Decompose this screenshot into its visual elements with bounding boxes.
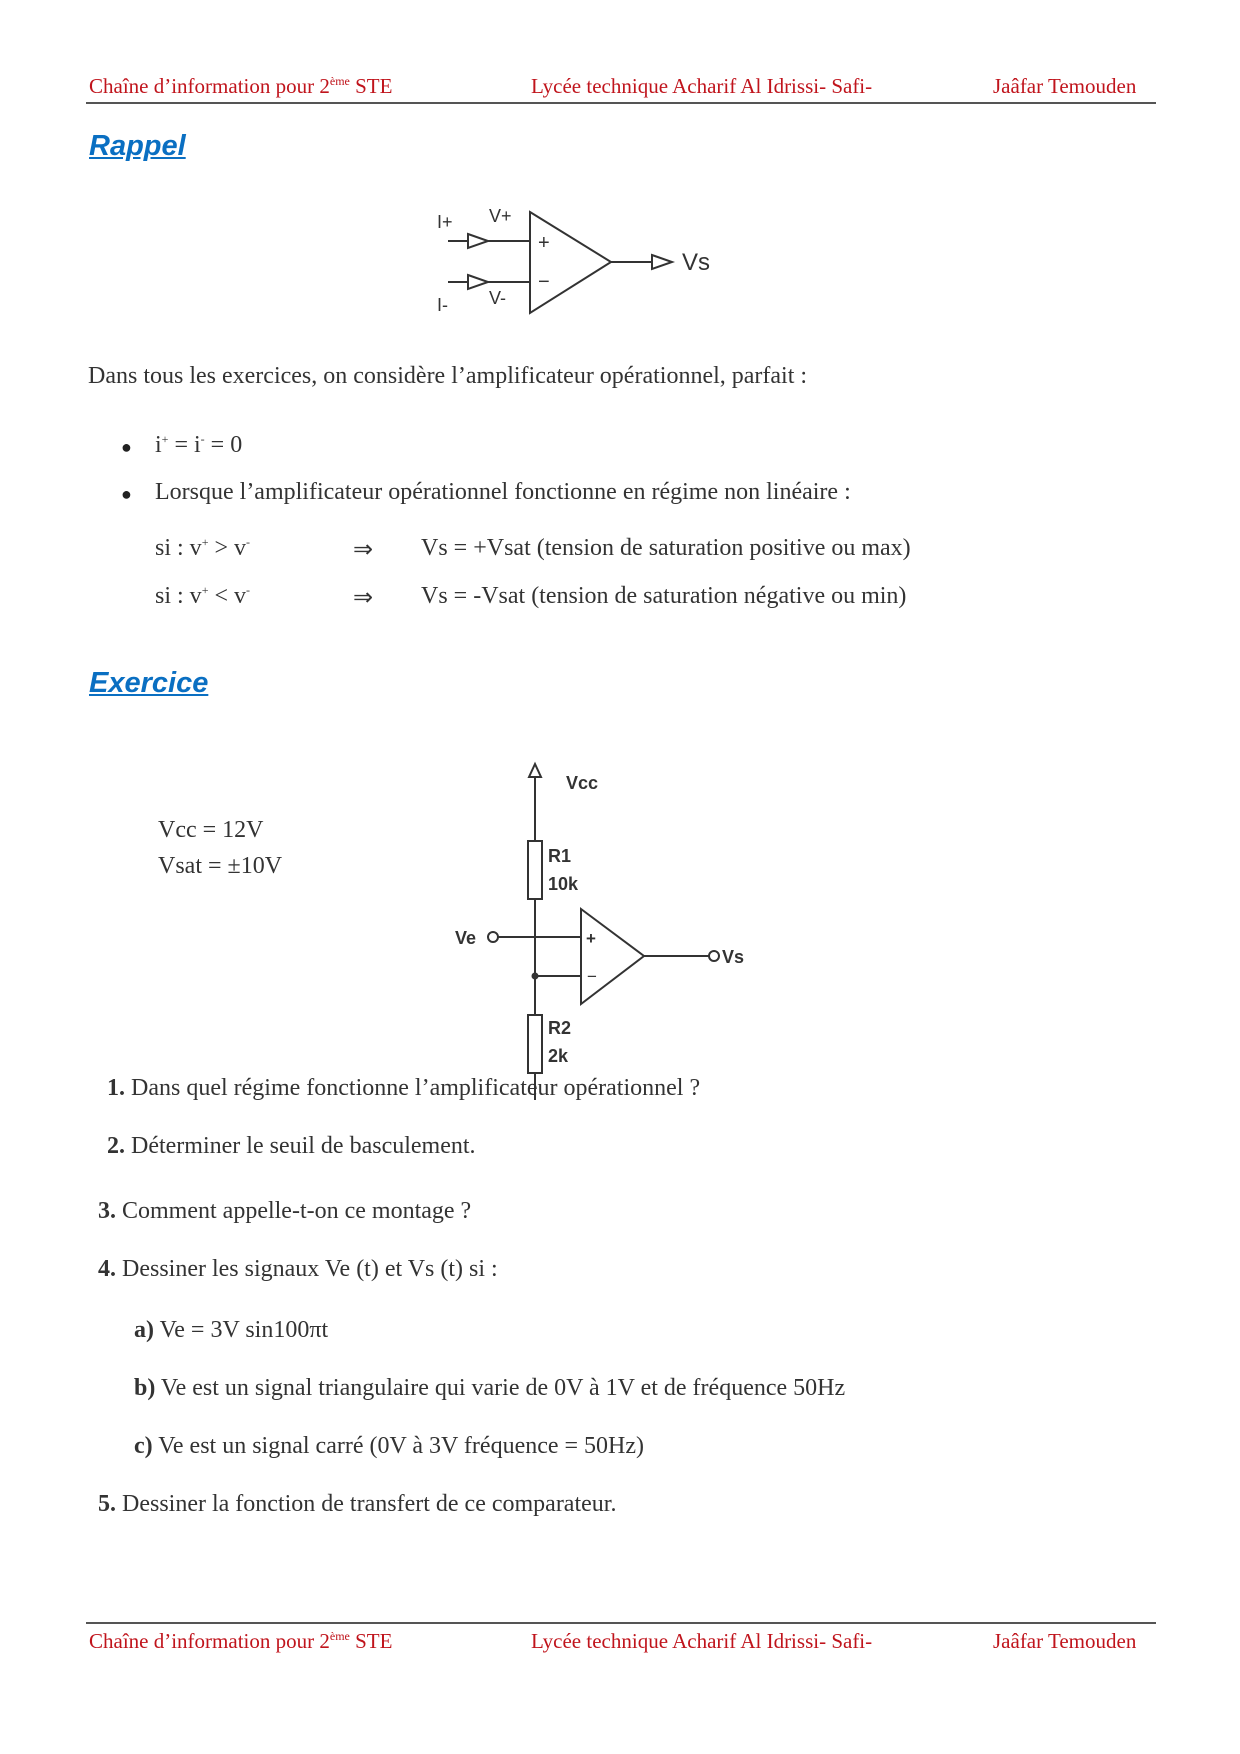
sub-text: Ve est un signal carré (0V à 3V fréquence = 50Hz) [158,1433,645,1459]
sup-minus: - [200,432,205,446]
header-left-text: Chaîne d’information pour 2 [89,74,330,98]
header-right: Jaâfar Temouden [993,74,1137,98]
cond-text: si : v [155,535,202,561]
header-left-suffix: STE [349,74,393,98]
question-number: 3. [98,1198,116,1224]
vcc-label: Vcc [566,773,599,793]
footer-left-suffix: STE [349,1629,393,1653]
exercice-title: Exercice [89,667,209,699]
footer-left [89,1629,392,1654]
vs-label: Vs [682,249,711,276]
plus-sign: + [538,232,550,254]
question-number: 1. [107,1075,125,1101]
rule-result: Vs = +Vsat (tension de saturation positive ou max) [421,535,911,561]
sup: - [246,583,251,597]
footer-right: Jaâfar Temouden [993,1629,1137,1653]
given-vcc: Vcc = 12V [158,817,264,843]
eq-part: = i [168,432,201,458]
r1-label: R1 [548,846,572,866]
minus-sign: − [538,271,550,293]
subquestion-a [134,1317,328,1344]
ve-label: Ve [455,928,477,948]
plus-sign: + [586,929,596,948]
r2-label: R2 [548,1018,572,1038]
sub-text: Ve est un signal triangulaire qui varie de 0V à 1V et de fréquence 50Hz [160,1375,846,1401]
sub-number: c) [134,1433,153,1459]
sub-text: Ve = 3V sin100πt [159,1317,329,1343]
question-text: Comment appelle-t-on ce montage ? [122,1198,472,1224]
bullet-dot: ● [121,484,132,504]
r1-value: 10k [548,874,579,894]
cond-op: < v [208,583,247,609]
v-minus-label: V- [489,288,507,308]
question-5 [98,1491,616,1518]
question-text: Déterminer le seuil de basculement. [131,1133,476,1159]
minus-sign: − [587,967,597,986]
i-minus-label: I- [437,295,448,315]
eq-part: = 0 [204,432,243,458]
rappel-title: Rappel [89,130,186,162]
given-vsat: Vsat = ±10V [158,853,283,879]
question-1 [107,1075,700,1102]
nonlinear-intro: Lorsque l’amplificateur opérationnel fonctionne en régime non linéaire : [155,479,851,505]
question-text: Dessiner la fonction de transfert de ce comparateur. [122,1491,617,1517]
question-text: Dessiner les signaux Ve (t) et Vs (t) si : [122,1256,498,1282]
question-3 [98,1198,471,1225]
cond-text: si : v [155,583,202,609]
footer-left-text: Chaîne d’information pour 2 [89,1629,330,1653]
question-number: 2. [107,1133,125,1159]
footer-center: Lycée technique Acharif Al Idrissi- Safi- [531,1629,873,1653]
sub-number: a) [134,1317,154,1343]
sup: + [201,535,209,549]
sup-plus: + [161,432,169,446]
rule-result: Vs = -Vsat (tension de saturation négative ou min) [421,583,907,609]
i-plus-label: I+ [437,212,453,232]
sub-number: b) [134,1375,156,1401]
header-center: Lycée technique Acharif Al Idrissi- Safi- [531,74,873,98]
question-2 [107,1133,476,1160]
cond-op: > v [208,535,247,561]
r2-value: 2k [548,1046,569,1066]
footer-sup: ème [329,1629,350,1643]
vs-label: Vs [722,947,745,967]
junction-node [532,973,539,980]
question-text: Dans quel régime fonctionne l’amplificateur opérationnel ? [131,1075,701,1101]
subquestion-c [134,1433,644,1460]
sup: + [201,583,209,597]
sup: - [246,535,251,549]
implies-arrow: ⇒ [353,585,374,611]
v-plus-label: V+ [489,206,512,226]
footer-divider [86,1622,1156,1624]
rappel-intro: Dans tous les exercices, on considère l’amplificateur opérationnel, parfait : [88,363,808,389]
question-4 [98,1256,498,1283]
header-sup: ème [329,74,350,88]
question-number: 4. [98,1256,116,1282]
question-number: 5. [98,1491,116,1517]
subquestion-b [134,1375,845,1402]
i-symbol: i [155,432,162,458]
implies-arrow: ⇒ [353,537,374,563]
bullet-dot: ● [121,437,132,457]
